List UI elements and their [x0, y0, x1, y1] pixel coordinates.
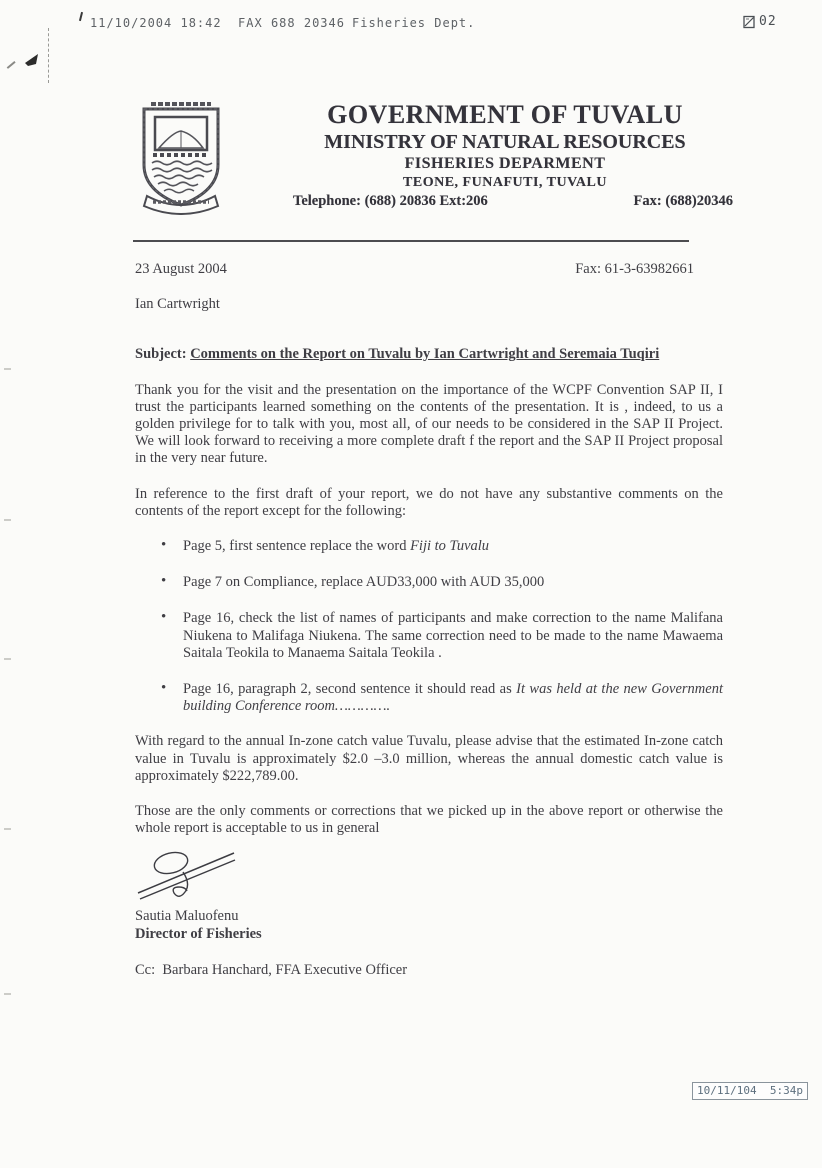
scan-edge-mark	[4, 519, 11, 521]
list-item-page7	[135, 574, 723, 591]
corrections-list	[135, 538, 723, 715]
subject-label: Subject:	[135, 346, 191, 363]
bullet-text-italic: Fiji to Tuvalu	[410, 538, 490, 555]
signer-name: Sautia Maluofenu	[135, 908, 239, 925]
letterhead-text	[265, 100, 745, 215]
signer-title: Director of Fisheries	[135, 925, 262, 942]
fax-sender-name: Fisheries Dept.	[352, 16, 476, 30]
fax-page-counter	[743, 14, 777, 29]
fax-datetime-number: 11/10/2004 18:42 FAX 688 20346	[90, 16, 345, 30]
scan-edge-mark	[4, 368, 11, 370]
list-item-page5	[135, 538, 723, 555]
department-title: FISHERIES DEPARMENT	[404, 155, 606, 172]
bullet-text: Page 5, first sentence replace the word	[183, 538, 411, 555]
received-timestamp: 10/11/104 5:34p	[692, 1082, 808, 1100]
paragraph-reference: In reference to the first draft of your report, we do not have any substantive comments on the contents of the report except for the following:	[135, 485, 723, 519]
letter-date: 23 August 2004	[135, 261, 227, 277]
scan-edge-mark	[4, 993, 11, 995]
ministry-title: MINISTRY OF NATURAL RESOURCES	[324, 131, 686, 153]
letter-body	[135, 240, 723, 979]
page-number: 02	[759, 14, 777, 29]
paragraph-thanks: Thank you for the visit and the presentation on the importance of the WCPF Convention SAP II, I trust the participants learned something on the contents of the presentation. It is , indeed, to us a golden privilege for to talk with you, most all, of our needs to be considered in the SAP II Project. We will look forward to receiving a more complete draft f the report and the SAP II Project proposal in the very near future.	[135, 381, 723, 467]
fax-number: Fax: (688)20346	[633, 193, 733, 209]
subject-text: Comments on the Report on Tuvalu by Ian Cartwright and Seremaia Tuqiri	[190, 346, 660, 363]
bullet-text: Page 16, check the list of names of participants and make correction to the name Malifana Niukena to Malifaga Niukena. The same correction need to be made to the name Mawaema Saitala Teokila to Manaema Saitala Teokila .	[183, 610, 723, 661]
tuvalu-coat-of-arms	[137, 100, 225, 215]
paragraph-closing: Those are the only comments or corrections that we picked up in the above report or otherwise the whole report is acceptable to us in general	[135, 803, 723, 837]
list-item-page16-paragraph2	[135, 681, 723, 715]
address-line: TEONE, FUNAFUTI, TUVALU	[403, 175, 607, 190]
scan-edge-mark	[4, 658, 11, 660]
letterhead	[137, 100, 745, 215]
header-divider	[133, 240, 689, 242]
bullet-text: Page 7 on Compliance, replace AUD33,000 with AUD 35,000	[183, 574, 545, 591]
list-item-page16-names	[135, 610, 723, 662]
fax-transmission-header	[0, 16, 822, 72]
recipient-name: Ian Cartwright	[135, 296, 220, 313]
signature-block	[135, 848, 723, 942]
signature-image	[137, 848, 237, 902]
scan-edge-mark	[4, 828, 11, 830]
telephone-number: Telephone: (688) 20836 Ext:206	[293, 193, 488, 209]
recipient-fax: Fax: 61-3-63982661	[575, 261, 694, 277]
paragraph-catch-value: With regard to the annual In-zone catch value Tuvalu, please advise that the estimated In-zone catch value in Tuvalu is approximately $2.0 –3.0 million, whereas the annual domestic catch value is approximately $222,789.00.	[135, 733, 723, 784]
subject-line	[135, 346, 723, 363]
bullet-text-italic: It was held at the new Government building Conference room………….	[183, 681, 723, 715]
government-title: GOVERNMENT OF TUVALU	[327, 100, 683, 129]
contact-line	[265, 191, 745, 210]
bullet-text: Page 16, paragraph 2, second sentence it should read as	[183, 681, 517, 698]
page-icon	[743, 15, 756, 29]
date-fax-row	[135, 261, 723, 278]
cc-line: Cc: Barbara Hanchard, FFA Executive Officer	[135, 961, 408, 978]
